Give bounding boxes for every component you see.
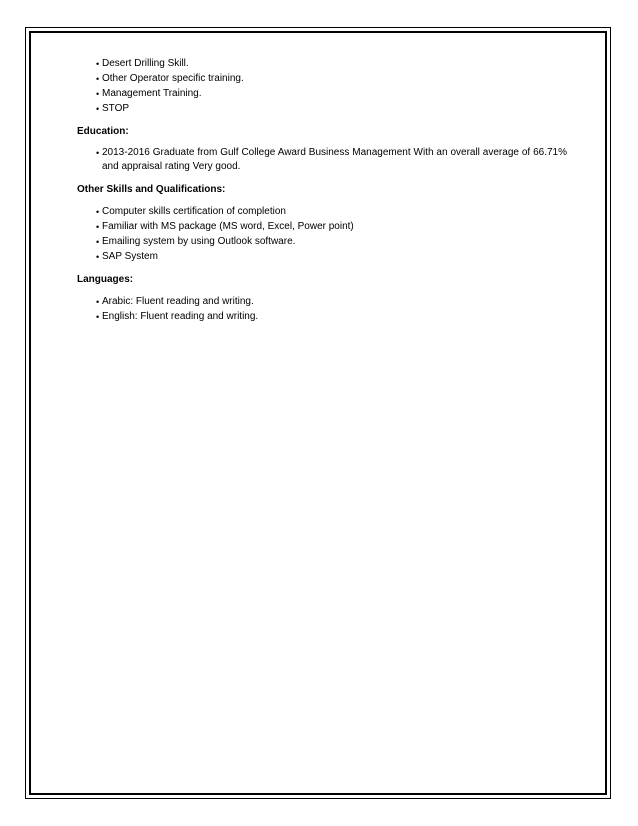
bullet-icon: • bbox=[96, 148, 100, 158]
training-section bbox=[77, 57, 567, 116]
bullet-icon: • bbox=[96, 222, 100, 232]
languages-list bbox=[77, 295, 567, 324]
bullet-icon: • bbox=[96, 297, 100, 307]
list-item bbox=[77, 310, 567, 324]
languages-section bbox=[77, 273, 567, 324]
education-section bbox=[77, 125, 567, 174]
bullet-icon: • bbox=[96, 89, 100, 99]
bullet-icon: • bbox=[96, 104, 100, 114]
education-list bbox=[77, 146, 567, 174]
bullet-icon: • bbox=[96, 252, 100, 262]
list-item bbox=[77, 220, 567, 235]
list-item-text: Other Operator specific training. bbox=[102, 73, 244, 84]
list-item-text: SAP System bbox=[102, 251, 158, 262]
bullet-icon: • bbox=[96, 312, 100, 322]
list-item-text: Management Training. bbox=[102, 88, 202, 99]
bullet-icon: • bbox=[96, 237, 100, 247]
list-item-text: STOP bbox=[102, 103, 130, 114]
list-item-text: Emailing system by using Outlook software. bbox=[102, 236, 296, 247]
list-item bbox=[77, 57, 567, 72]
list-item bbox=[77, 235, 567, 250]
education-heading: Education: bbox=[77, 126, 129, 137]
skills-list bbox=[77, 205, 567, 264]
bullet-icon: • bbox=[96, 59, 100, 69]
resume-content bbox=[77, 57, 567, 324]
list-item bbox=[77, 102, 567, 116]
skills-section bbox=[77, 183, 567, 264]
list-item bbox=[77, 205, 567, 220]
languages-heading: Languages: bbox=[77, 274, 134, 285]
list-item-text: Familiar with MS package (MS word, Excel, Power point) bbox=[102, 221, 354, 232]
list-item bbox=[77, 72, 567, 87]
training-list bbox=[77, 57, 567, 116]
list-item-text: 2013-2016 Graduate from Gulf College Award Business Management With an overall average of 66.71% and appraisal rating Very good. bbox=[102, 147, 567, 172]
skills-heading: Other Skills and Qualifications: bbox=[77, 184, 226, 195]
list-item bbox=[77, 87, 567, 102]
bullet-icon: • bbox=[96, 74, 100, 84]
list-item-text: Desert Drilling Skill. bbox=[102, 58, 189, 69]
list-item-text: Arabic: Fluent reading and writing. bbox=[102, 296, 254, 307]
list-item bbox=[77, 295, 567, 310]
list-item bbox=[77, 146, 567, 174]
bullet-icon: • bbox=[96, 207, 100, 217]
list-item-text: English: Fluent reading and writing. bbox=[102, 311, 259, 322]
list-item bbox=[77, 250, 567, 264]
list-item-text: Computer skills certification of completion bbox=[102, 206, 286, 217]
